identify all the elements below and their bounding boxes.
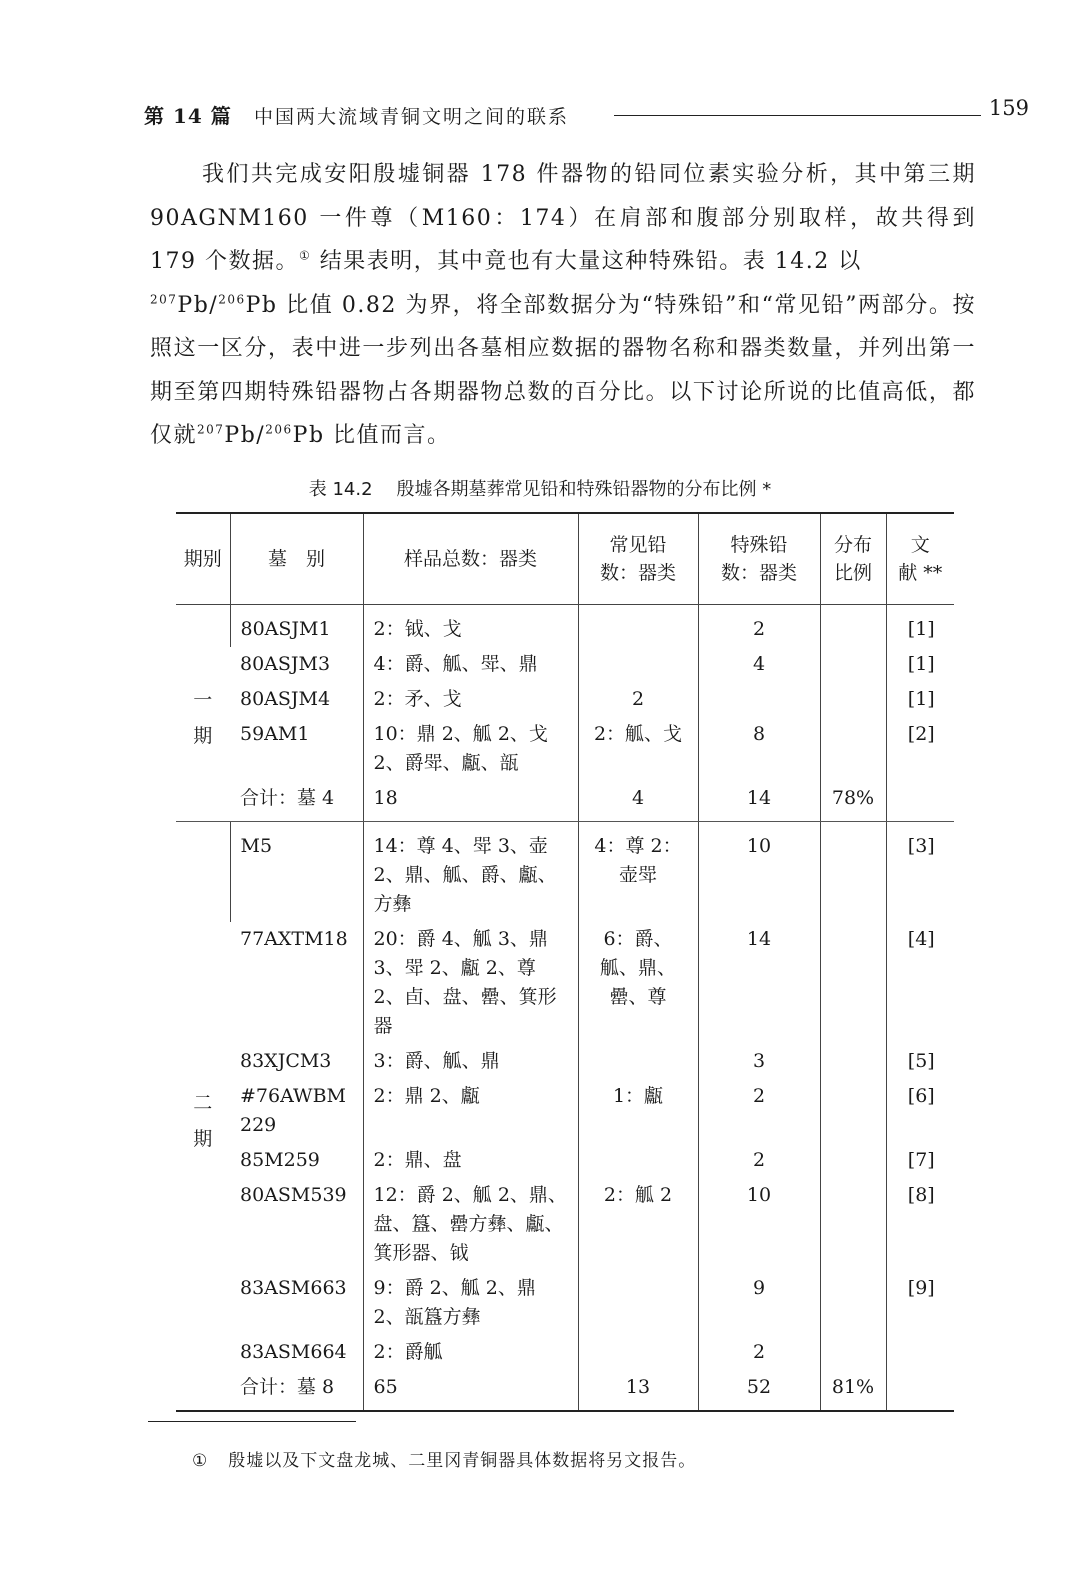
cell-common: 4：尊 2：壶斝 <box>578 822 698 923</box>
table-row <box>176 1044 954 1079</box>
cell-ref: [5] <box>886 1044 954 1079</box>
cell-ratio <box>820 1143 886 1178</box>
cell-total: 3：爵、觚、鼎 <box>363 1044 578 1079</box>
cell-tomb: 合计：墓 4 <box>230 781 363 822</box>
cell-special: 52 <box>698 1370 820 1411</box>
period-one-group <box>176 605 954 822</box>
cell-ratio <box>820 922 886 1044</box>
header-period: 期别 <box>176 513 230 605</box>
cell-ref: [1] <box>886 605 954 648</box>
cell-common <box>578 647 698 682</box>
cell-common <box>578 1044 698 1079</box>
cell-ref <box>886 1335 954 1370</box>
cell-ratio: 78% <box>820 781 886 822</box>
cell-ratio: 81% <box>820 1370 886 1411</box>
cell-total: 2：矛、戈 <box>363 682 578 717</box>
cell-special: 2 <box>698 1335 820 1370</box>
cell-tomb: 85M259 <box>240 1149 320 1171</box>
cell-ref: [8] <box>886 1178 954 1271</box>
cell-total: 12：爵 2、觚 2、鼎、盘、簋、罍方彝、甗、箕形器、钺 <box>363 1178 578 1271</box>
cell-common: 13 <box>578 1370 698 1411</box>
cell-common <box>578 1143 698 1178</box>
cell-ref: [1] <box>886 682 954 717</box>
isotope-207-b: 207 <box>197 422 225 437</box>
cell-ratio <box>820 1271 886 1335</box>
lead-distribution-table <box>176 512 954 1412</box>
cell-total: 20：爵 4、觚 3、鼎 3、斝 2、甗 2、尊 2、卣、盘、罍、箕形器 <box>363 922 578 1044</box>
header-tomb: 墓 别 <box>230 513 363 605</box>
cell-ref: [2] <box>886 717 954 781</box>
cell-special: 9 <box>698 1271 820 1335</box>
period-cell: 二 期 <box>176 822 230 1412</box>
table-row <box>176 605 954 648</box>
table-header-row <box>176 513 954 605</box>
cell-ratio <box>820 1079 886 1143</box>
cell-total: 4：爵、觚、斝、鼎 <box>363 647 578 682</box>
cell-total: 2：鼎 2、甗 <box>363 1079 578 1143</box>
cell-common: 6：爵、觚、鼎、罍、尊 <box>578 922 698 1044</box>
footnote <box>192 1446 696 1471</box>
cell-special: 14 <box>698 781 820 822</box>
chapter-label: 第 14 篇 <box>144 104 232 128</box>
page-number: 159 <box>988 96 1029 120</box>
cell-ratio <box>820 1178 886 1271</box>
body-text-2: 结果表明，其中竟也有大量这种特殊铅。表 14.2 以 <box>311 249 862 274</box>
cell-common: 2：觚 2 <box>578 1178 698 1271</box>
cell-total: 65 <box>363 1370 578 1411</box>
cell-ref: [3] <box>886 822 954 923</box>
cell-common: 2：觚、戈 <box>578 717 698 781</box>
table-row <box>176 1370 954 1411</box>
cell-common: 4 <box>578 781 698 822</box>
cell-ratio <box>820 647 886 682</box>
body-text-1: 我们共完成安阳殷墟铜器 178 件器物的铅同位素实验分析，其中第三期 90AGNM160 一件尊（M160：174）在肩部和腹部分别取样，故共得到 179 个数据。 <box>150 162 976 274</box>
cell-tomb: 80ASM539 <box>240 1184 347 1206</box>
cell-special: 4 <box>698 647 820 682</box>
cell-special: 10 <box>698 1178 820 1271</box>
period-cell: 一 期 <box>176 605 230 822</box>
ratio-pb: Pb/ <box>177 292 219 318</box>
cell-tomb: 77AXTM18 <box>240 928 348 950</box>
cell-common: 1：甗 <box>578 1079 698 1143</box>
running-header <box>144 96 1029 132</box>
cell-common <box>578 1335 698 1370</box>
cell-ratio <box>820 717 886 781</box>
table-title: 殷墟各期墓葬常见铅和特殊铅器物的分布比例 * <box>396 479 772 500</box>
isotope-206-b: 206 <box>265 422 293 437</box>
cell-total: 2：鼎、盘 <box>363 1143 578 1178</box>
cell-ref <box>886 781 954 822</box>
table-row <box>176 1178 954 1271</box>
cell-ref <box>886 1370 954 1411</box>
table-row <box>176 1143 954 1178</box>
cell-tomb: 59AM1 <box>240 723 310 745</box>
cell-tomb: 83ASM663 <box>240 1277 347 1299</box>
cell-total: 2：爵觚 <box>363 1335 578 1370</box>
footnote-ref[interactable]: ① <box>299 248 312 263</box>
header-special-lead: 特殊铅 数：器类 <box>698 513 820 605</box>
cell-special: 2 <box>698 1079 820 1143</box>
cell-tomb: 80ASJM3 <box>240 653 331 675</box>
table-row <box>176 682 954 717</box>
table-row <box>176 1079 954 1143</box>
header-total: 样品总数：器类 <box>363 513 578 605</box>
cell-special: 3 <box>698 1044 820 1079</box>
cell-ratio <box>820 682 886 717</box>
cell-tomb: M5 <box>230 822 363 923</box>
cell-total: 18 <box>363 781 578 822</box>
cell-tomb: 83ASM664 <box>240 1341 347 1363</box>
isotope-207: 207 <box>150 292 178 307</box>
cell-ratio <box>820 1335 886 1370</box>
cell-total: 14：尊 4、斝 3、壶 2、鼎、觚、爵、甗、方彝 <box>363 822 578 923</box>
header-common-lead: 常见铅 数：器类 <box>578 513 698 605</box>
cell-special: 2 <box>698 605 820 648</box>
table-row <box>176 922 954 1044</box>
chapter-title: 中国两大流域青铜文明之间的联系 <box>254 106 570 128</box>
cell-ref: [9] <box>886 1271 954 1335</box>
table-row <box>176 717 954 781</box>
body-paragraph <box>150 153 976 458</box>
cell-ref: [6] <box>886 1079 954 1143</box>
cell-ref: [4] <box>886 922 954 1044</box>
cell-special <box>698 682 820 717</box>
header-reference: 文 献 ** <box>886 513 954 605</box>
table-row <box>176 1271 954 1335</box>
period-two-group <box>176 822 954 1412</box>
header-ratio: 分布 比例 <box>820 513 886 605</box>
cell-total: 10：鼎 2、觚 2、戈 2、爵斝、甗、瓿 <box>363 717 578 781</box>
cell-common: 2 <box>578 682 698 717</box>
cell-common <box>578 605 698 648</box>
table-row <box>176 822 954 923</box>
cell-special: 14 <box>698 922 820 1044</box>
table-caption <box>0 475 1080 501</box>
cell-tomb: 83XJCM3 <box>240 1050 332 1072</box>
body-text-4: Pb 比值而言。 <box>292 423 451 448</box>
cell-ref: [7] <box>886 1143 954 1178</box>
cell-total: 2：钺、戈 <box>363 605 578 648</box>
table-number: 表 14.2 <box>308 479 373 500</box>
cell-ratio <box>820 1044 886 1079</box>
body-text-3: Pb 比值 0.82 为界，将全部数据分为“特殊铅”和“常见铅”两部分。按照这一区分，表中进一步列出各墓相应数据的器物名称和器类数量，并列出第一期至第四期特殊铅器物占各期器物总数的百分比。以下讨论所说的比值高低，都仅就 <box>150 292 976 448</box>
footnote-mark: ① <box>192 1451 209 1471</box>
cell-special: 8 <box>698 717 820 781</box>
footnote-text: 殷墟以及下文盘龙城、二里冈青铜器具体数据将另文报告。 <box>228 1451 697 1471</box>
footnote-rule <box>148 1421 356 1422</box>
cell-ratio <box>820 605 886 648</box>
table-row <box>176 1335 954 1370</box>
isotope-206: 206 <box>218 292 246 307</box>
cell-total: 9：爵 2、觚 2、鼎 2、瓿簋方彝 <box>363 1271 578 1335</box>
cell-special: 2 <box>698 1143 820 1178</box>
ratio-pb-b: Pb/ <box>224 423 266 448</box>
cell-tomb: 80ASJM1 <box>230 605 363 648</box>
header-rule <box>614 115 981 116</box>
cell-tomb: #76AWBM 229 <box>240 1085 346 1136</box>
cell-ratio <box>820 822 886 923</box>
cell-common <box>578 1271 698 1335</box>
cell-ref: [1] <box>886 647 954 682</box>
table-row <box>176 647 954 682</box>
cell-special: 10 <box>698 822 820 923</box>
cell-tomb: 80ASJM4 <box>240 688 331 710</box>
cell-tomb: 合计：墓 8 <box>230 1370 363 1411</box>
table-row <box>176 781 954 822</box>
